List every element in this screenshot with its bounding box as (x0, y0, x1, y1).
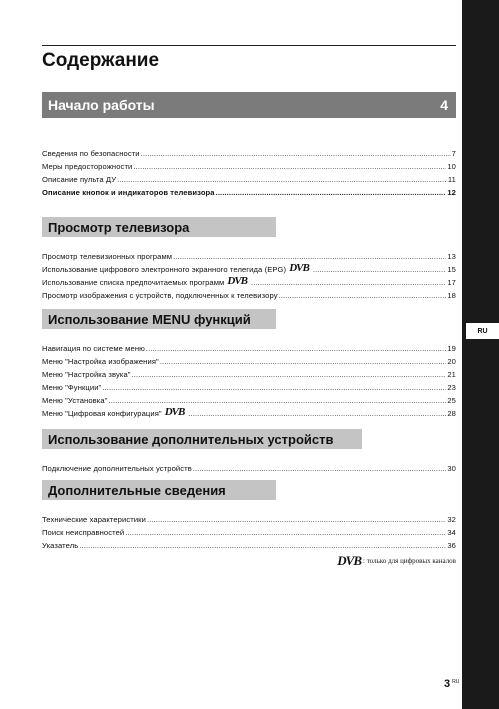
toc-entry[interactable]: Подключение дополнительных устройств ..... 30 (42, 460, 456, 473)
section-heading[interactable]: Использование дополнительных устройств (42, 429, 362, 449)
section-heading[interactable]: Просмотр телевизора (42, 217, 276, 237)
page-title: Содержание (42, 50, 160, 71)
page-lang: RU (452, 679, 460, 685)
intro-entries (42, 145, 456, 197)
section-viewing (42, 217, 456, 300)
dvb-footnote (337, 554, 456, 567)
section-devices (42, 429, 456, 473)
dvb-logo-icon: DVB (227, 275, 247, 287)
toc-entry[interactable]: Технические характеристики ..... 32 (42, 511, 456, 524)
toc-entry[interactable]: Меню "Функции" ..... 23 (42, 379, 456, 392)
chapter-banner-page: 4 (440, 97, 448, 113)
dvb-logo-icon: DVB (337, 553, 362, 568)
toc-entry[interactable]: Описание пульта ДУ ..... 11 (42, 171, 456, 184)
toc-entry[interactable]: Навигация по системе меню ..... 19 (42, 340, 456, 353)
toc-entry[interactable]: Меню "Настройка изображения" ..... 20 (42, 353, 456, 366)
toc-entry[interactable]: Сведения по безопасности ..... 7 (42, 145, 456, 158)
toc-entry[interactable]: Описание кнопок и индикаторов телевизора ..... 12 (42, 184, 456, 197)
chapter-banner[interactable] (42, 92, 456, 118)
dvb-logo-icon: DVB (164, 406, 185, 418)
toc-entry[interactable]: Меню "Настройка звука" ..... 21 (42, 366, 456, 379)
toc-entry[interactable]: Просмотр телевизионных программ ..... 13 (42, 248, 456, 261)
toc-entry[interactable]: Меню "Цифровая конфигурация" DVB ..... 28 (42, 405, 456, 418)
toc-entry[interactable]: Меры предосторожности ..... 10 (42, 158, 456, 171)
dvb-logo-icon: DVB (289, 262, 309, 274)
toc-entry[interactable]: Меню "Установка" ..... 25 (42, 392, 456, 405)
section-info (42, 480, 456, 550)
page-number: 3 $^{RU}$ (444, 678, 460, 690)
toc-entry[interactable]: Поиск неисправностей ..... 34 (42, 524, 456, 537)
section-heading[interactable]: Дополнительные сведения (42, 480, 276, 500)
toc-entry[interactable]: Просмотр изображения с устройств, подключенных к телевизору ..... 18 (42, 287, 456, 300)
toc-entry[interactable]: Использование цифрового электронного экранного телегида (EPG) DVB ..... 15 (42, 261, 456, 274)
section-menu (42, 309, 456, 418)
chapter-banner-label: Начало работы (48, 97, 155, 113)
language-tab: RU (466, 323, 499, 339)
section-heading[interactable]: Использование MENU функций (42, 309, 276, 329)
toc-entry[interactable]: Использование списка предпочитаемых программ DVB ..... 17 (42, 274, 456, 287)
side-bar (462, 0, 499, 709)
toc-entry[interactable]: Указатель ..... 36 (42, 537, 456, 550)
top-rule (42, 45, 456, 46)
footnote-text: : только для цифровых каналов (363, 556, 456, 565)
